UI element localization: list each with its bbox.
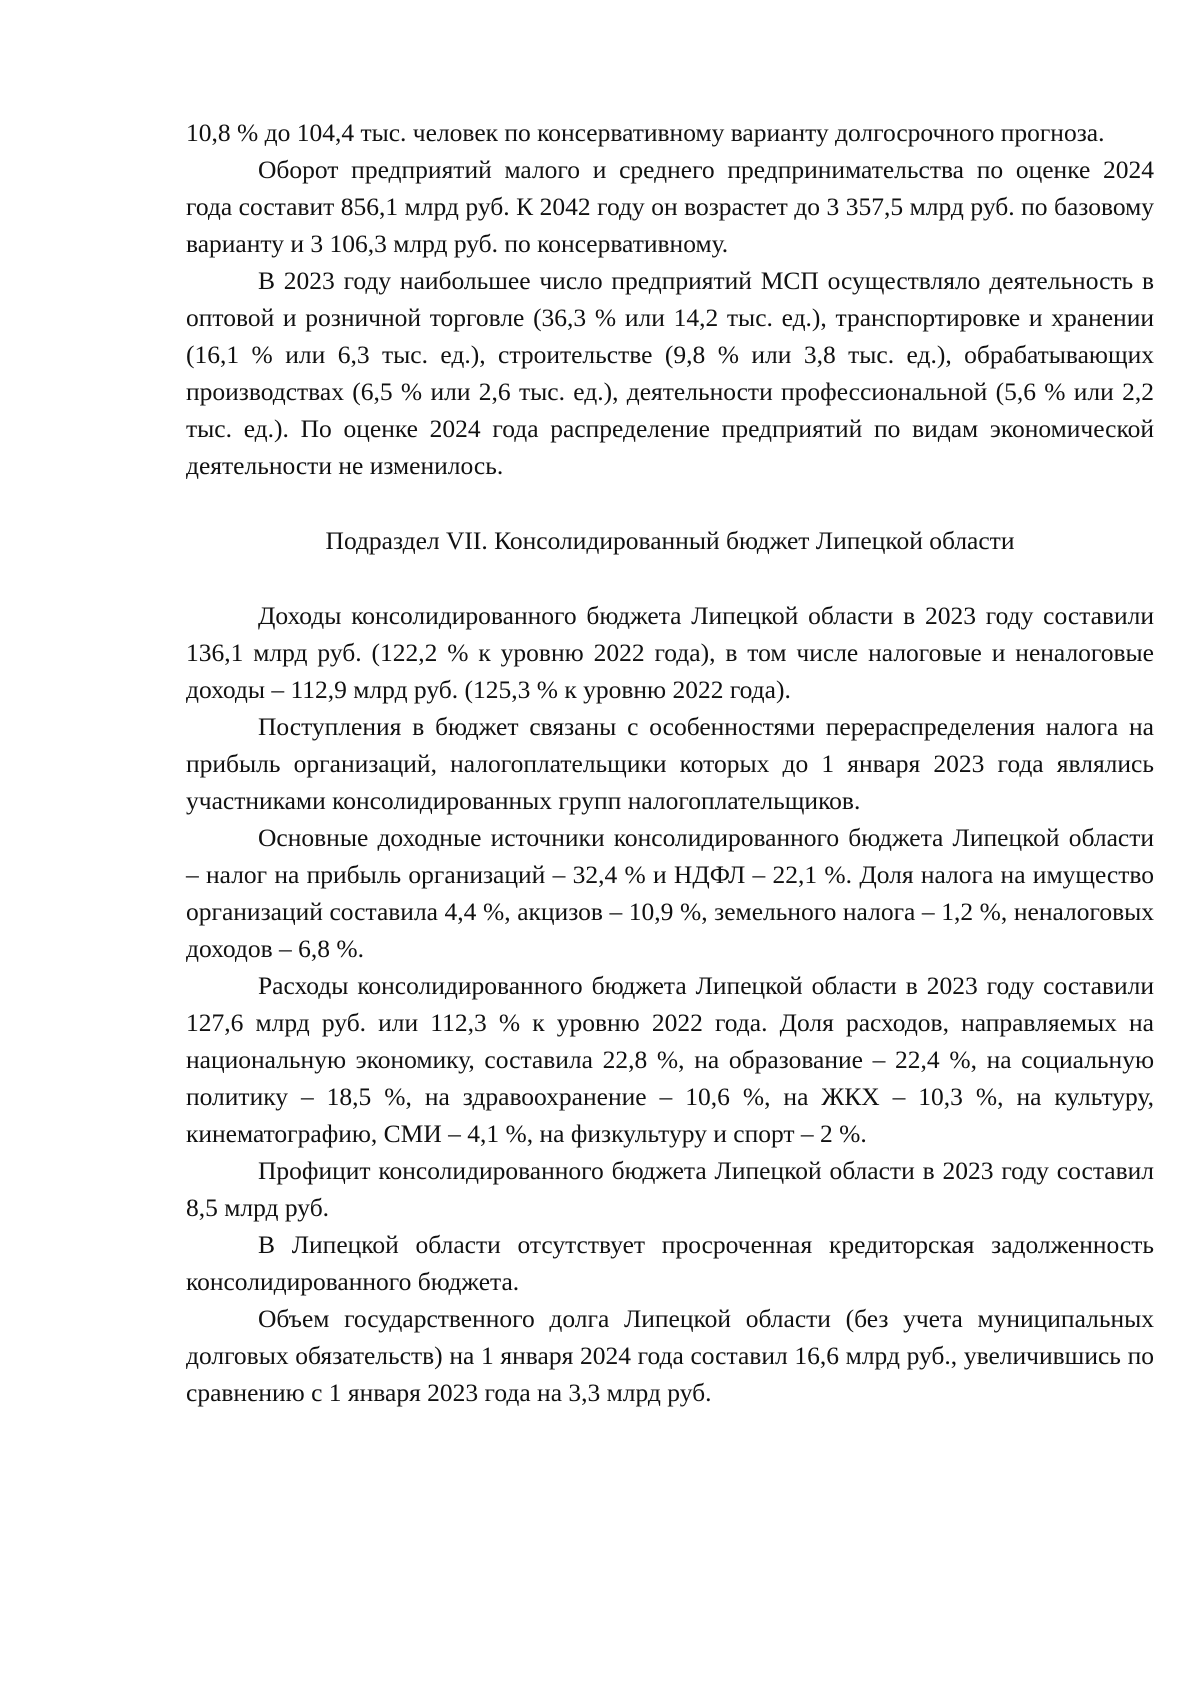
paragraph-expenses: Расходы консолидированного бюджета Липецкой области в 2023 году составили 127,6 млрд руб. или 112,3 % к уровню 2022 года. Доля расходов, направляемых на национальную экономику, составила 22,8 %, на образование – 22,4 %, на социальную политику – 18,5 %, на здравоохранение – 10,6 %, на ЖКХ – 10,3 %, на культуру, кинематографию, СМИ – 4,1 %, на физкультуру и спорт – 2 %. [186, 971, 1154, 1148]
paragraph-turnover: Оборот предприятий малого и среднего предпринимательства по оценке 2024 года составит 856,1 млрд руб. К 2042 году он возрастет до 3 357,5 млрд руб. по базовому варианту и 3 106,3 млрд руб. по консервативному. [186, 155, 1154, 258]
paragraph-surplus: Профицит консолидированного бюджета Липецкой области в 2023 году составил 8,5 млрд руб. [186, 1156, 1154, 1222]
paragraph-continuation: 10,8 % до 104,4 тыс. человек по консервативному варианту долгосрочного прогноза. [186, 118, 1105, 147]
paragraph-revenues: Доходы консолидированного бюджета Липецкой области в 2023 году составили 136,1 млрд руб. (122,2 % к уровню 2022 года), в том числе налоговые и неналоговые доходы – 112,9 млрд руб. (125,3 % к уровню 2022 года). [186, 601, 1154, 704]
paragraph-debt: Объем государственного долга Липецкой области (без учета муниципальных долговых обязательств) на 1 января 2024 года составил 16,6 млрд руб., увеличившись по сравнению с 1 января 2023 года на 3,3 млрд руб. [186, 1304, 1154, 1407]
paragraph-sectors: В 2023 году наибольшее число предприятий МСП осуществляло деятельность в оптовой и розничной торговле (36,3 % или 14,2 тыс. ед.), транспортировке и хранении (16,1 % или 6,3 тыс. ед.), строительстве (9,8 % или 3,8 тыс. ед.), обрабатывающих производствах (6,5 % или 2,6 тыс. ед.), деятельности профессиональной (5,6 % или 2,2 тыс. ед.). По оценке 2024 года распределение предприятий по видам экономической деятельности не изменилось. [186, 266, 1154, 480]
section-heading: Подраздел VII. Консолидированный бюджет Липецкой области [325, 526, 1015, 555]
document-page [186, 114, 1154, 1411]
paragraph-receipts: Поступления в бюджет связаны с особенностями перераспределения налога на прибыль организаций, налогоплательщики которых до 1 января 2023 года являлись участниками консолидированных групп налогоплательщиков. [186, 712, 1154, 815]
paragraph-arrears: В Липецкой области отсутствует просроченная кредиторская задолженность консолидированного бюджета. [186, 1230, 1154, 1296]
paragraph-sources: Основные доходные источники консолидированного бюджета Липецкой области – налог на прибыль организаций – 32,4 % и НДФЛ – 22,1 %. Доля налога на имущество организаций составила 4,4 %, акцизов – 10,9 %, земельного налога – 1,2 %, неналоговых доходов – 6,8 %. [186, 823, 1154, 963]
